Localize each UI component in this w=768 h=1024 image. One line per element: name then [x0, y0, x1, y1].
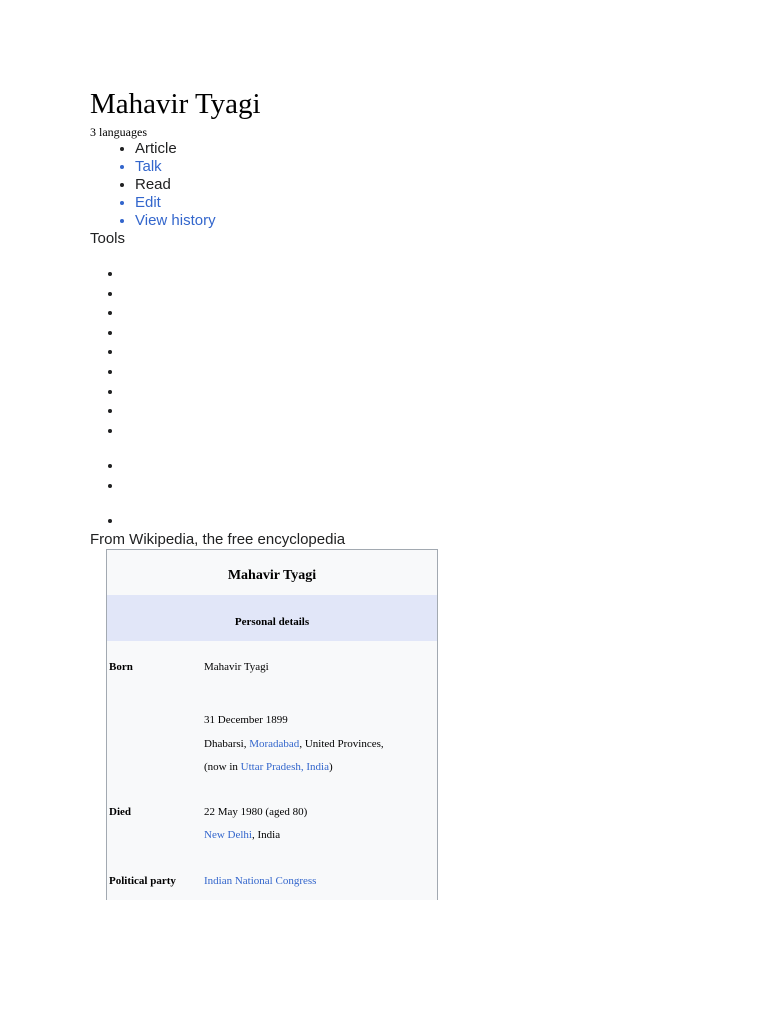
language-selector[interactable]: 3 languages — [90, 125, 147, 139]
infobox-title: Mahavir Tyagi — [227, 568, 317, 583]
party-label: Political party — [109, 875, 176, 887]
born-place-text: Dhabarsi, — [204, 738, 250, 750]
section-label: Personal details — [234, 616, 310, 628]
tab-talk[interactable]: • Talk — [135, 158, 216, 176]
tools-menu[interactable]: Tools — [90, 230, 126, 247]
new-delhi-link[interactable]: New Delhi — [204, 829, 252, 841]
born-name: Mahavir Tyagi — [204, 661, 269, 673]
party-link[interactable]: Indian National Congress — [204, 875, 317, 887]
born-place-text: , United Provinces, — [299, 738, 384, 750]
born-date: 31 December 1899 — [204, 714, 288, 726]
tab-view-history[interactable]: • View history — [135, 212, 216, 230]
uttar-pradesh-link[interactable]: Uttar Pradesh — [240, 761, 301, 773]
died-date: 22 May 1980 (aged 80) — [204, 806, 308, 818]
infobox — [106, 549, 438, 900]
tools-list-other — [90, 513, 123, 533]
tools-list-print — [90, 458, 123, 497]
tab-read[interactable]: • Read — [135, 176, 216, 194]
moradabad-link[interactable]: Moradabad — [249, 738, 300, 750]
infobox-section-header — [107, 595, 437, 641]
died-place-text: , India — [251, 829, 281, 841]
tools-list-actions — [90, 266, 123, 442]
died-place — [204, 829, 280, 841]
page-title: Mahavir Tyagi — [90, 88, 261, 120]
site-tagline: From Wikipedia, the free encyclopedia — [90, 531, 346, 548]
born-label: Born — [109, 661, 133, 673]
india-link[interactable]: India — [306, 761, 329, 773]
born-place — [204, 738, 384, 750]
born-now-text: ) — [328, 761, 333, 773]
born-now-sep: , — [300, 761, 307, 773]
died-label: Died — [109, 806, 131, 818]
page-tabs — [90, 140, 216, 230]
born-now-text: (now in — [204, 761, 241, 773]
tab-article[interactable]: • Article — [135, 140, 216, 158]
tab-edit[interactable]: • Edit — [135, 194, 216, 212]
born-now — [204, 761, 333, 773]
